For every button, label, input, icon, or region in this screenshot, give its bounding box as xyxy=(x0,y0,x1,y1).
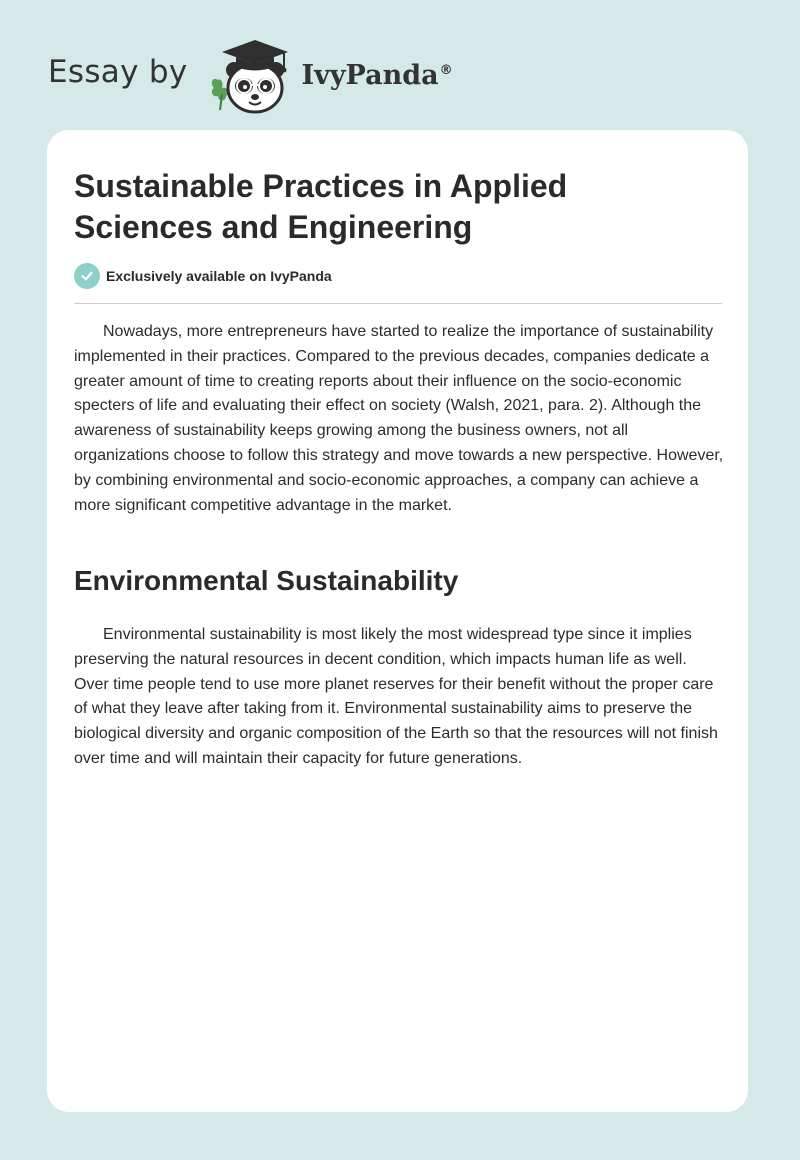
divider xyxy=(74,303,722,304)
section-heading-environmental: Environmental Sustainability xyxy=(74,565,459,596)
essay-by-label: Essay by xyxy=(48,54,188,90)
brand-name-text: IvyPanda xyxy=(301,59,439,91)
exclusive-badge xyxy=(74,263,332,289)
essay-card xyxy=(47,130,748,1112)
section-paragraph-environmental: Environmental sustainability is most likely the most widespread type since it implies preserving the natural resources in decent condition, which impacts human life as well. Over time people tend to use more planet reserves for their benefit without the proper care of what they leave after taking from it. Environmental sustainability aims to preserve the biological diversity and organic composition of the Earth so that the resources will not finish over time and will maintain their capacity for future generations. xyxy=(74,626,718,767)
check-circle-icon xyxy=(74,263,100,289)
essay-title: Sustainable Practices in Applied Sciences and Engineering xyxy=(74,168,568,245)
panda-graduate-logo-icon[interactable] xyxy=(204,34,296,114)
intro-paragraph: Nowadays, more entrepreneurs have started to realize the importance of sustainability implemented in their practices. Compared to the previous decades, companies dedicate a greater amount of time to creating reports about their influence on the socio-economic specters of life and evaluating their effect on society (Walsh, 2021, para. 2). Although the awareness of sustainability keeps growing among the business owners, not all organizations choose to follow this strategy and move towards a new perspective. However, by combining environmental and socio-economic approaches, a company can achieve a more significant competitive advantage in the market. xyxy=(74,323,724,514)
brand-name[interactable] xyxy=(302,60,453,91)
registered-mark: ® xyxy=(439,62,453,78)
exclusive-text: Exclusively available on IvyPanda xyxy=(106,268,332,284)
site-header xyxy=(48,34,453,114)
